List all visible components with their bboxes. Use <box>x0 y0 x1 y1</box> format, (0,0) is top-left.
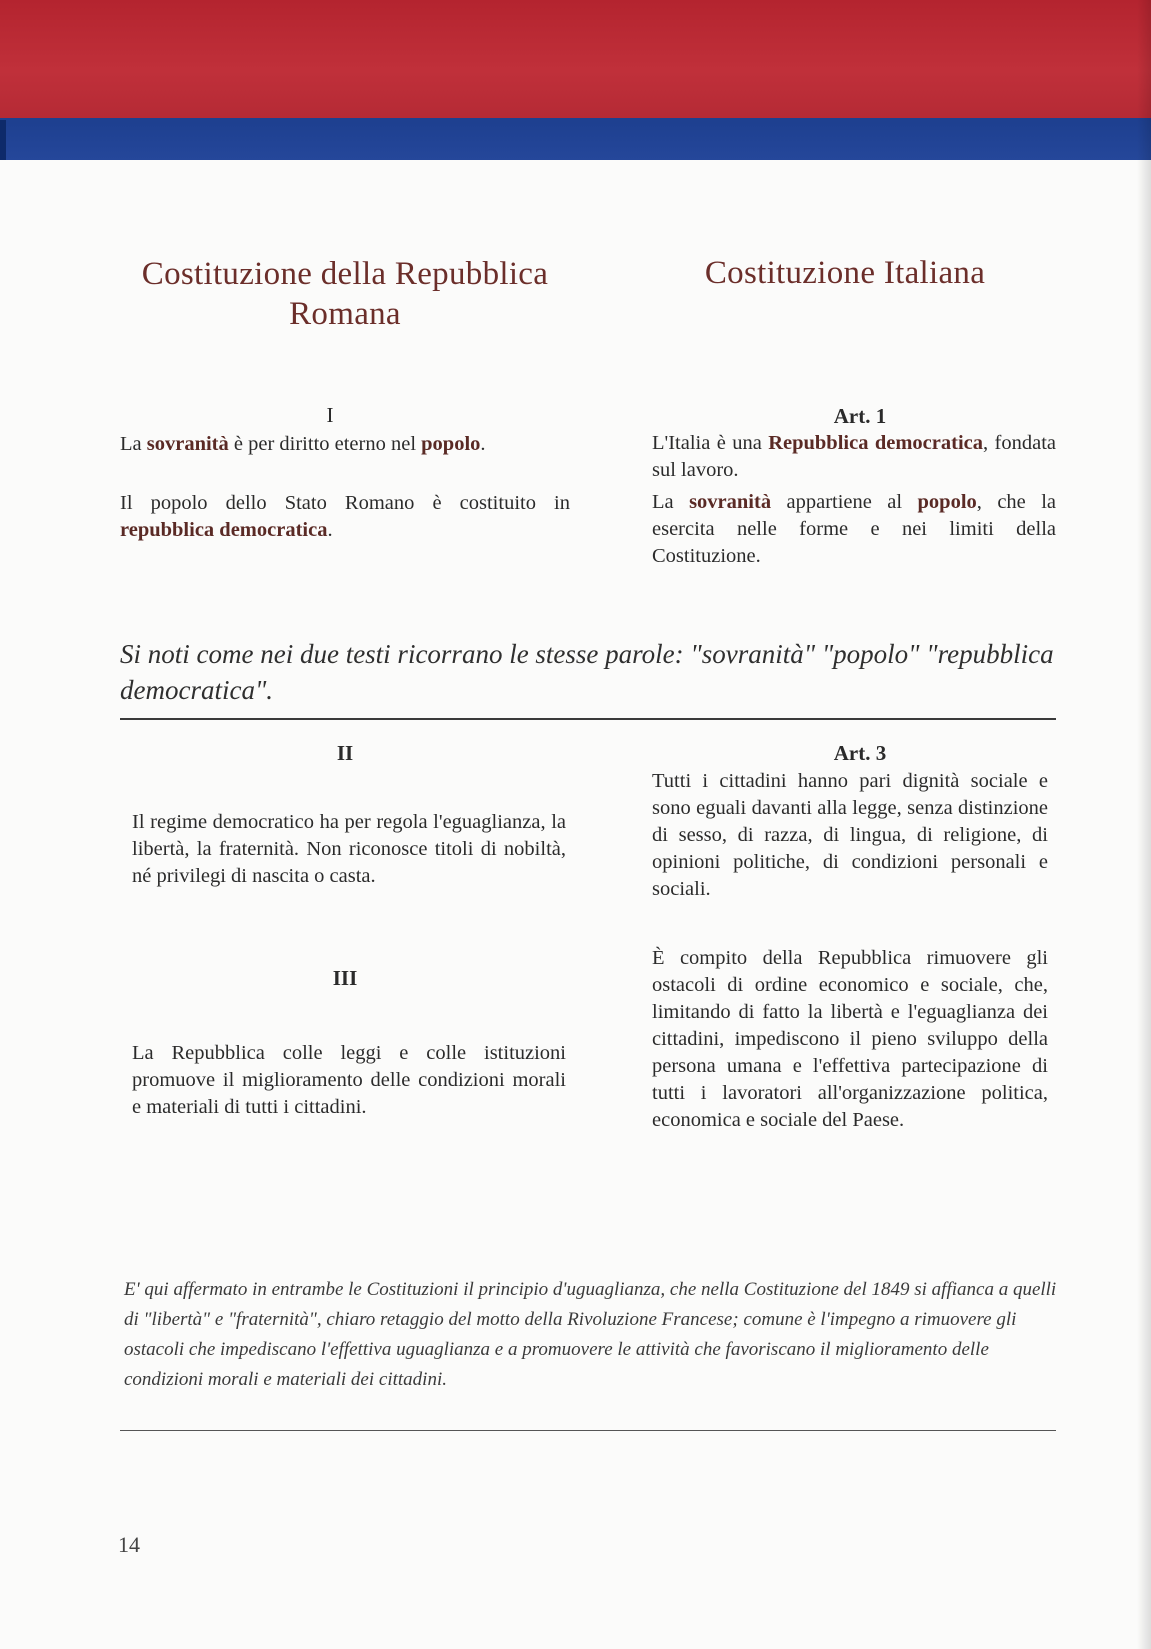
article-left-1-paragraph-2: Il popolo dello Stato Romano è costituito in repubblica democratica. <box>120 492 570 541</box>
article-left-2-text: Il regime democratico ha per regola l'eguaglianza, la libertà, la fraternità. Non riconosce titoli di nobiltà, né privilegi di nascita o casta. <box>132 811 566 887</box>
article-right-3-paragraph-1: Tutti i cittadini hanno pari dignità sociale e sono eguali davanti alla legge, senza distinzione di sesso, di razza, di lingua, di religione, di opinioni politiche, di condizioni personali e sociali. <box>652 770 1048 900</box>
article-number-right-3: Art. 3 <box>833 741 887 765</box>
top-blue-band <box>0 118 1151 160</box>
page-number: 14 <box>118 1532 140 1557</box>
article-number-left-2: II <box>336 741 354 765</box>
article-right-3-paragraph-2: È compito della Repubblica rimuovere gli ostacoli di ordine economico e sociale, che, limitando di fatto la libertà e l'eguaglianza dei cittadini, impediscono il pieno sviluppo della persona umana e l'effettiva partecipazione di tutti i lavoratori all'organizzazione politica, economica e sociale del Paese. <box>652 947 1048 1131</box>
article-number-left-3: III <box>332 966 358 990</box>
article-left-3-text: La Repubblica colle leggi e colle istituzioni promuove il miglioramento delle condizioni morali e materiali di tutti i cittadini. <box>132 1042 566 1118</box>
comparison-note-2: E' qui affermato in entrambe le Costituzioni il principio d'uguaglianza, che nella Costituzione del 1849 si affianca a quelli di "libertà" e "fraternità", chiaro retaggio del motto della Rivoluzione Francese; comune è l'impegno a rimuovere gli ostacoli che impediscano l'effettiva uguaglianza e a promuovere le attività che favoriscano il miglioramento delle condizioni morali e materiali dei cittadini. <box>124 1279 1057 1390</box>
left-column-title: Costituzione della Repubblica Romana <box>141 256 549 332</box>
article-right-1-paragraph-1: L'Italia è una Repubblica democratica, fondata sul lavoro. <box>652 432 1056 481</box>
page-edge-shadow <box>1137 0 1151 1649</box>
article-left-1-paragraph-1: La sovranità è per diritto eterno nel popolo. <box>120 433 486 455</box>
top-red-band <box>0 0 1151 118</box>
section-divider-2 <box>120 1430 1056 1431</box>
section-divider-1 <box>120 718 1056 720</box>
left-edge-mark <box>0 120 6 160</box>
article-number-right-1: Art. 1 <box>833 404 887 428</box>
article-number-left-1: I <box>326 403 334 427</box>
article-right-1-paragraph-2: La sovranità appartiene al popolo, che la esercita nelle forme e nei limiti della Costituzione. <box>652 491 1056 567</box>
comparison-note-1: Si noti come nei due testi ricorrano le stesse parole: "sovranità" "popolo" "repubblica democratica". <box>120 639 1054 705</box>
right-column-title: Costituzione Italiana <box>704 255 986 291</box>
